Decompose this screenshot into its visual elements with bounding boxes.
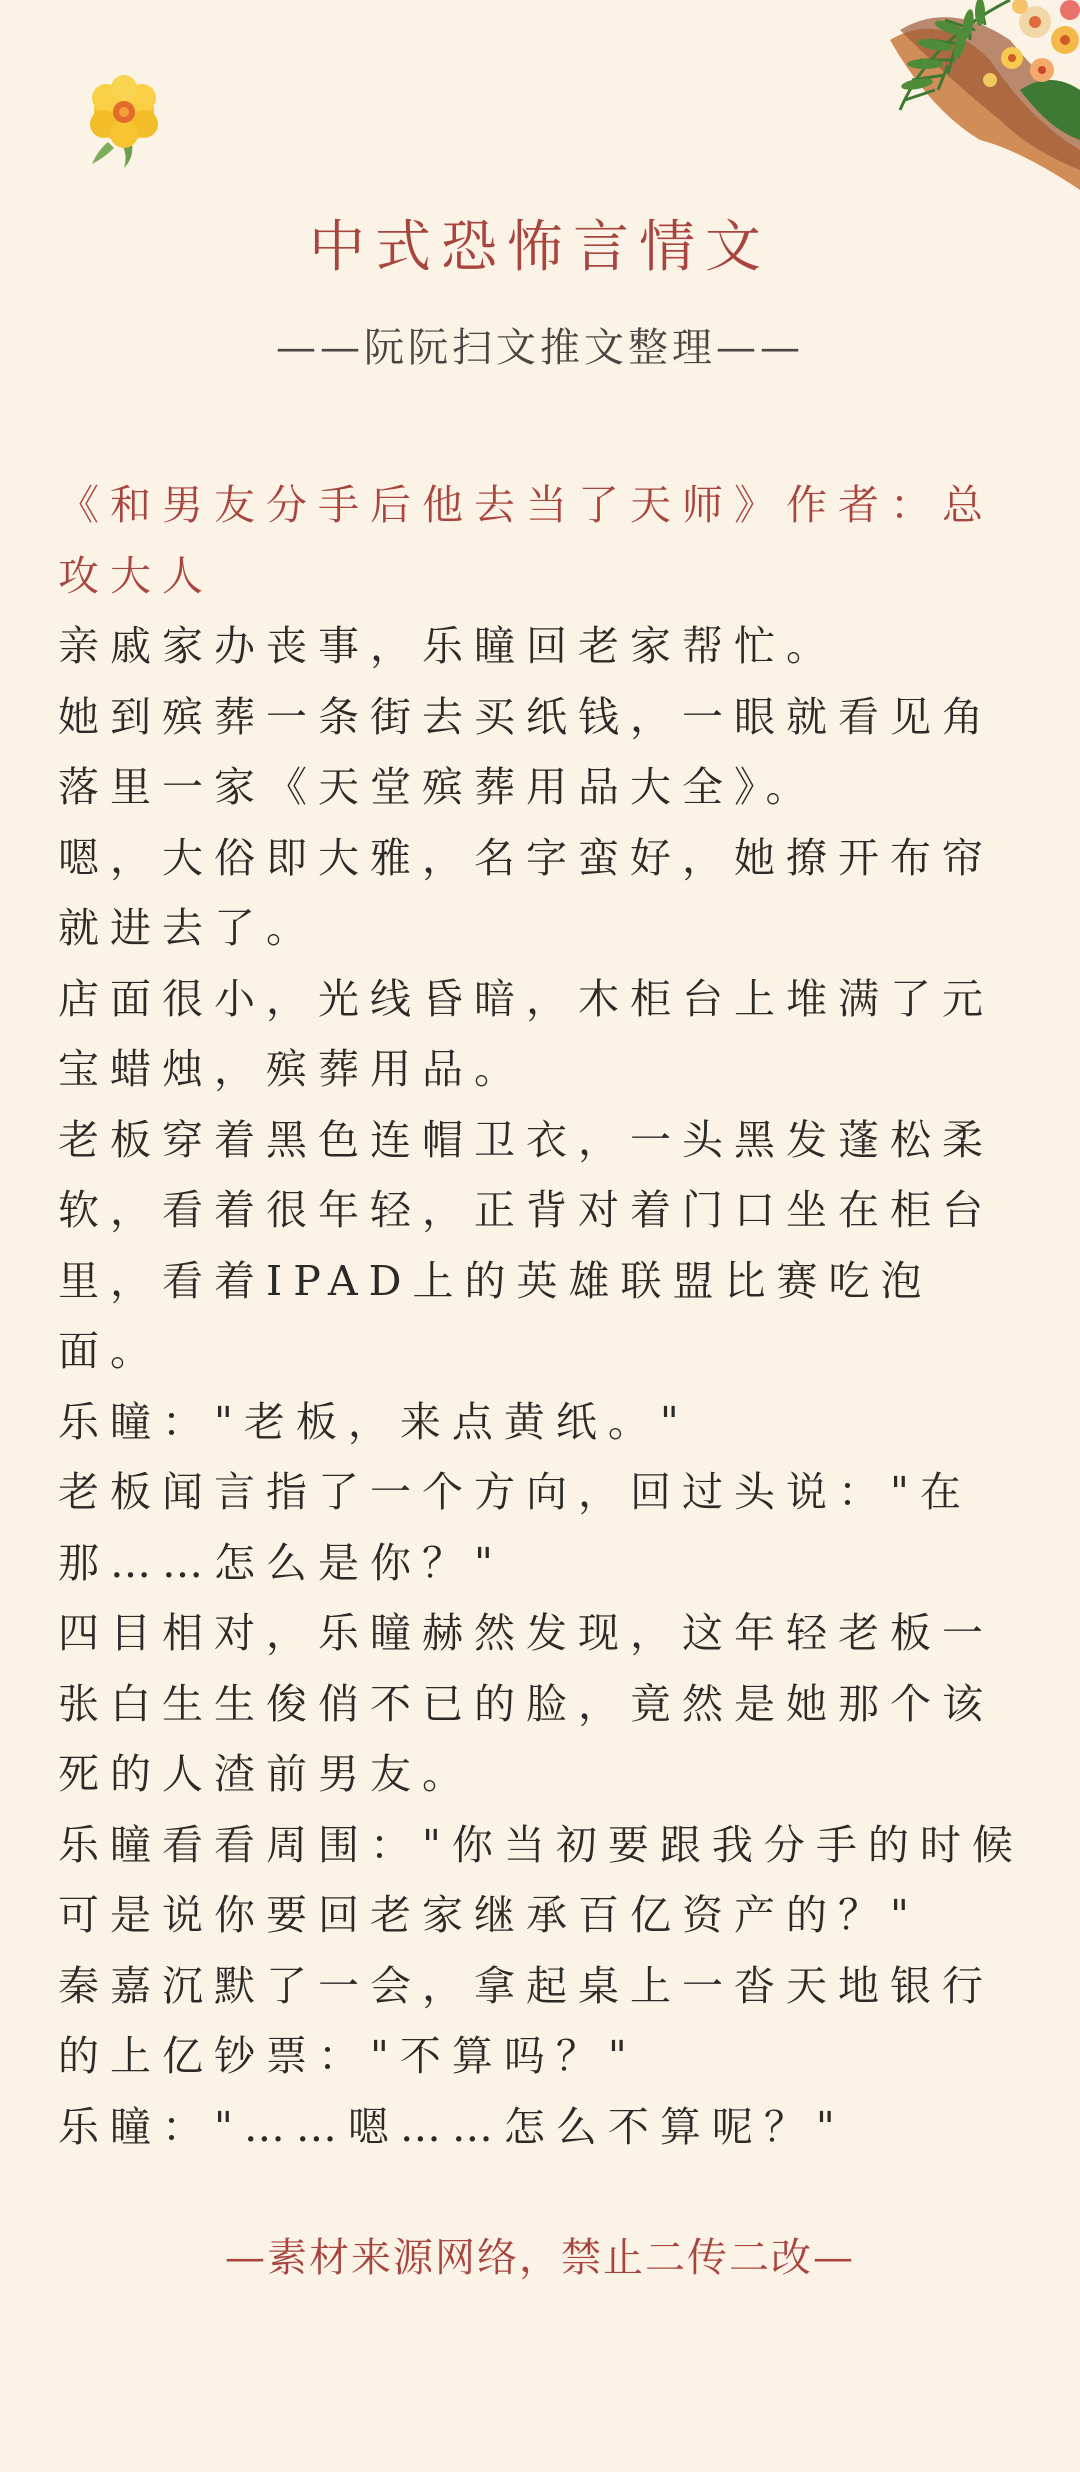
article-body xyxy=(58,470,1028,2162)
page-subtitle: ——阮阮扫文推文整理—— xyxy=(276,325,804,371)
paragraph: 四目相对，乐瞳赫然发现，这年轻老板一张白生生俊俏不已的脸，竟然是她那个该死的人渣前男友。 xyxy=(58,1609,994,1798)
paragraph: 亲戚家办丧事，乐瞳回老家帮忙。 xyxy=(58,622,838,670)
book-title: 《和男友分手后他去当了天师》作者：总攻大人 xyxy=(58,481,994,600)
paragraph: 乐瞳看看周围："你当初要跟我分手的时候可是说你要回老家继承百亿资产的？" xyxy=(58,1820,1024,1939)
paragraph: 嗯，大俗即大雅，名字蛮好，她撩开布帘就进去了。 xyxy=(58,833,994,952)
paragraph: 乐瞳："……嗯……怎么不算呢？" xyxy=(58,2102,846,2151)
paragraph: 老板闻言指了一个方向，回过头说："在那……怎么是你？" xyxy=(58,1468,972,1587)
paragraph: 她到殡葬一条街去买纸钱，一眼就看见角落里一家《天堂殡葬用品大全》。 xyxy=(58,692,994,811)
floral-bouquet-icon xyxy=(780,0,1080,190)
paragraph: 秦嘉沉默了一会，拿起桌上一沓天地银行的上亿钞票："不算吗？" xyxy=(58,1961,994,2080)
paragraph: 店面很小，光线昏暗，木柜台上堆满了元宝蜡烛，殡葬用品。 xyxy=(58,974,994,1093)
page-title: 中式恐怖言情文 xyxy=(309,215,771,280)
paragraph: 老板穿着黑色连帽卫衣，一头黑发蓬松柔软，看着很年轻，正背对着门口坐在柜台里，看着IPAD上的英雄联盟比赛吃泡面。 xyxy=(58,1115,994,1375)
paragraph: 乐瞳："老板，来点黄纸。" xyxy=(58,1397,690,1446)
yellow-flower-icon xyxy=(78,72,170,168)
footer-note: —素材来源网络，禁止二传二改— xyxy=(225,2235,855,2281)
